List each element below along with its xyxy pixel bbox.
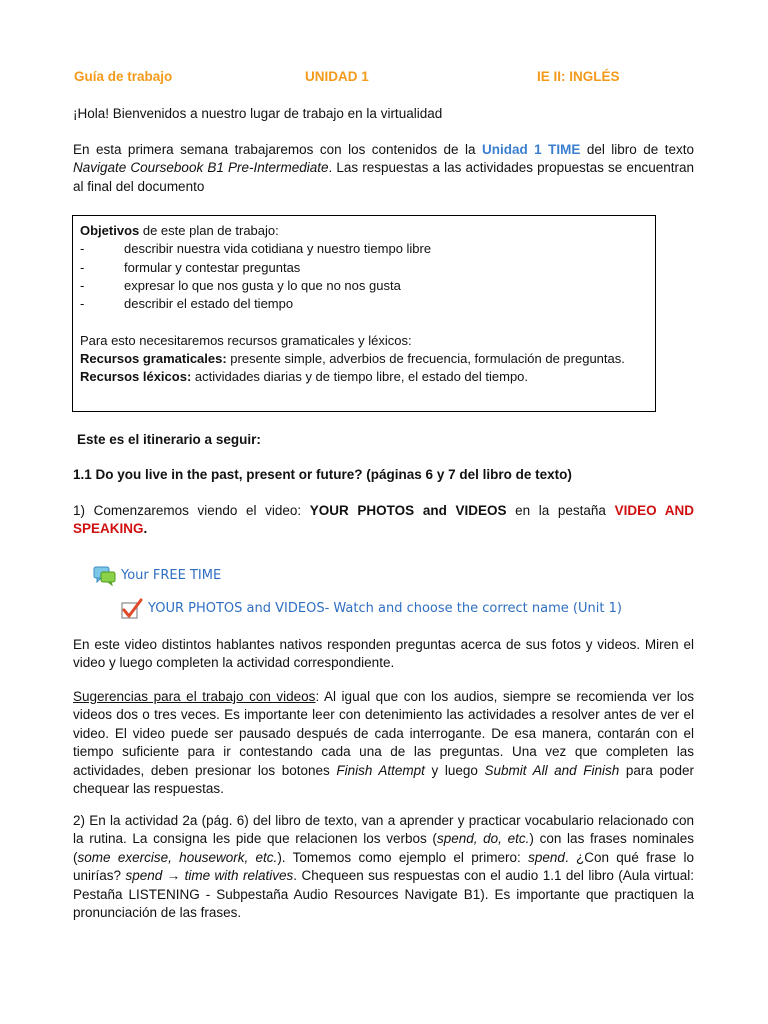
objectives-title-rest: de este plan de trabajo: [139, 223, 279, 238]
grammar-resources [80, 350, 648, 368]
intro-text-2: del libro de texto [580, 142, 694, 157]
resources-intro: Para esto necesitaremos recursos gramaticales y léxicos: [80, 332, 412, 348]
unit-highlight: Unidad 1 TIME [481, 142, 581, 157]
finish-attempt-button-name: Finish Attempt [336, 762, 425, 778]
video-tab-name: VIDEO AND SPEAKING [73, 503, 694, 537]
suggestions-text-a: : Al igual que con los audios, siempre se recomienda ver los videos dos o tres veces. Es importante leer con detenimiento las actividades a resolver antes de ver el video. El video puede ser pausado después de cada interrogante. De esa manera, contarán con el tiempo suficiente para ir contestando cada una de las preguntas. Una vez que completen las actividades, deben presionar los botones [73, 689, 694, 778]
quiz-link-row[interactable] [121, 598, 622, 620]
suggestions-text-b: y luego [424, 762, 485, 778]
step1-text-c: . [143, 521, 148, 537]
spend-word: spend [528, 849, 565, 865]
guide-label: Guía de trabajo [74, 69, 173, 84]
forum-link-row[interactable] [93, 566, 221, 586]
objective-text: describir nuestra vida cotidiana y nuestro tiempo libre [124, 241, 432, 257]
video-description: En este video distintos hablantes nativos responden preguntas acerca de sus fotos y videos. Miren el video y luego completen la actividad correspondiente. [73, 637, 694, 671]
objective-item [80, 240, 648, 258]
quiz-checkbox-icon [121, 598, 143, 620]
step2-text-c: ). Tomemos como ejemplo el primero: [277, 849, 529, 865]
intro-text-1: En esta primera semana trabajaremos con los contenidos de la [73, 142, 482, 157]
step1-text-b: en la pestaña [506, 503, 615, 518]
suggestions-text-c: para poder chequear las respuestas. [73, 762, 694, 797]
video-name: YOUR PHOTOS and VIDEOS [309, 503, 507, 518]
objective-dash: - [80, 277, 85, 293]
objective-dash: - [80, 241, 85, 257]
step2-text-a: 2) En la actividad 2a (pág. 6) del libro de texto, van a aprender y practicar vocabulario relacionado con la rutina. La consigna les pide que relacionen los verbos ( [73, 813, 694, 847]
itinerary-title: Este es el itinerario a seguir: [77, 432, 261, 447]
objective-text: describir el estado del tiempo [124, 296, 294, 312]
objectives-title [80, 222, 648, 240]
grammar-label: Recursos gramaticales: [80, 351, 227, 367]
step2-text-e: . Chequeen sus respuestas con el audio 1.1 del libro (Aula virtual: Pestaña LISTENING - Subpestaña Audio Resources Navigate B1). Es importante que practiquen la pronunciación de las frases. [73, 868, 694, 921]
step1-text-a: 1) Comenzaremos viendo el video: [73, 503, 310, 518]
lexical-text: actividades diarias y de tiempo libre, el estado del tiempo. [191, 369, 529, 385]
submit-button-name: Submit All and Finish [484, 762, 620, 778]
verbs-example: spend, do, etc. [436, 831, 530, 847]
unit-label: UNIDAD 1 [305, 69, 369, 84]
step2-text-d: . ¿Con qué frase lo unirías? [73, 849, 694, 884]
objective-dash: - [80, 296, 85, 312]
quiz-link[interactable]: YOUR PHOTOS and VIDEOS- Watch and choose the correct name (Unit 1) [148, 600, 622, 616]
objective-text: expresar lo que nos gusta y lo que no nos gusta [124, 277, 401, 293]
objectives-box [72, 215, 656, 412]
objective-dash: - [80, 259, 85, 275]
objective-item [80, 259, 648, 277]
suggestions-paragraph [73, 688, 694, 798]
subject-label: IE II: INGLÉS [537, 69, 620, 84]
book-title: Navigate Coursebook B1 Pre-Intermediate [73, 160, 329, 176]
grammar-text: presente simple, adverbios de frecuencia, formulación de preguntas. [226, 351, 625, 367]
lexical-label: Recursos léxicos: [80, 369, 192, 385]
section-title: 1.1 Do you live in the past, present or future? (páginas 6 y 7 del libro de texto) [73, 467, 572, 482]
intro-text-3: . Las respuestas a las actividades propuestas se encuentran al final del documento [73, 160, 694, 194]
step2-text-b: ) con las frases nominales ( [73, 831, 695, 865]
lexical-resources [80, 368, 648, 386]
greeting: ¡Hola! Bienvenidos a nuestro lugar de trabajo en la virtualidad [73, 106, 443, 121]
forum-link[interactable]: Your FREE TIME [121, 567, 222, 583]
nouns-example: some exercise, housework, etc. [77, 849, 278, 865]
intro-paragraph [73, 141, 694, 196]
forum-icon [93, 566, 117, 586]
objective-item [80, 295, 648, 313]
objective-item [80, 277, 648, 295]
step1-paragraph [73, 502, 694, 539]
answer-example: spend → time with relatives [125, 868, 294, 884]
objectives-title-bold: Objetivos [80, 223, 140, 238]
suggestions-label: Sugerencias para el trabajo con videos [73, 689, 316, 704]
step2-paragraph [73, 812, 694, 922]
objective-text: formular y contestar preguntas [124, 259, 301, 275]
